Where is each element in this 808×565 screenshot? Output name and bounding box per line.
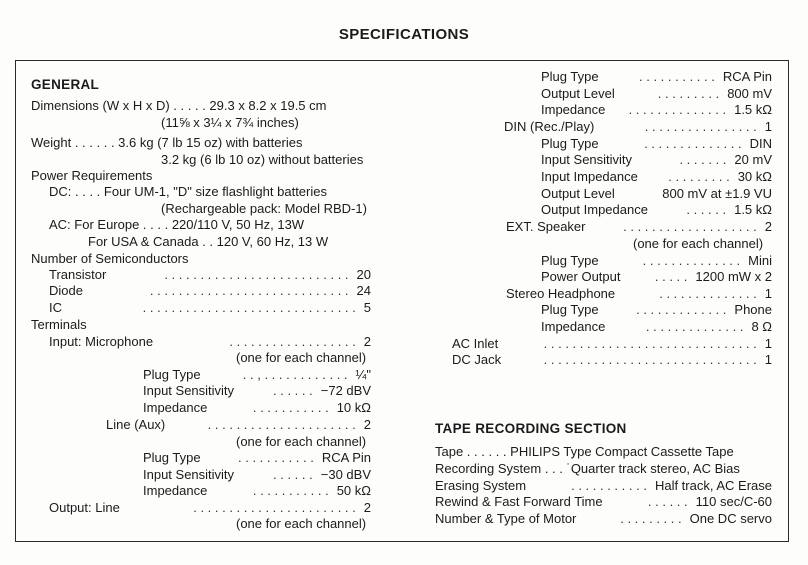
general-label: Transistor	[49, 267, 107, 282]
tape-line	[435, 444, 734, 460]
general-line	[31, 317, 87, 333]
general-label: Input Sensitivity	[143, 383, 235, 398]
spec-label: Output Level	[541, 186, 615, 201]
general-line	[88, 234, 328, 250]
spec-label: Impedance	[541, 102, 606, 117]
tape-line	[435, 461, 740, 477]
spec-leader-dots: . . . . . . . . . . . . . . . . . . . . . . . . . . . . . .	[543, 352, 757, 367]
general-heading: GENERAL	[31, 77, 100, 92]
general-line	[31, 135, 302, 151]
general-line	[161, 115, 299, 131]
tape-value: Half track, AC Erase	[654, 478, 772, 493]
general-line	[236, 350, 366, 366]
tape-leader-dots: . . . . . . . . .	[620, 511, 682, 526]
tape-heading: TAPE RECORDING SECTION	[435, 421, 627, 436]
general-label: Terminals	[31, 317, 87, 332]
spec-value: 20 mV	[734, 152, 772, 167]
general-value: 2	[363, 500, 371, 515]
general-label: Line (Aux)	[106, 417, 166, 432]
tape-label: Rewind & Fast Forward Time	[435, 494, 603, 509]
general-label: DC: . . . . Four UM-1, "D" size flashlight batteries	[49, 184, 327, 199]
spec-value: 1200 mW x 2	[695, 269, 772, 284]
spec-label: AC Inlet	[452, 336, 499, 351]
tape-label: Tape . . . . . . PHILIPS Type Compact Cassette Tape	[435, 444, 734, 459]
general-label: 3.2 kg (6 lb 10 oz) without batteries	[161, 152, 364, 167]
spec-label: Input Impedance	[541, 169, 638, 184]
tape-value: 110 sec/C-60	[695, 494, 772, 509]
spec-value: 1	[764, 336, 772, 351]
spec-line	[541, 152, 772, 168]
specifications-frame	[15, 60, 789, 542]
spec-value: RCA Pin	[722, 69, 772, 84]
spec-label: (one for each channel)	[633, 236, 764, 251]
tape-leader-dots: . . . . . .	[647, 494, 688, 509]
spec-label: Output Level	[541, 86, 615, 101]
spec-label: Stereo Headphone	[506, 286, 616, 301]
general-line	[31, 251, 189, 267]
tape-leader-dots: . . . . . . . . . . .	[571, 478, 647, 493]
spec-line	[506, 286, 772, 302]
general-line	[143, 383, 371, 399]
general-label: Impedance	[143, 400, 208, 415]
tape-line	[435, 511, 772, 527]
spec-line	[541, 102, 772, 118]
general-value: RCA Pin	[321, 450, 371, 465]
general-value: 24	[356, 283, 371, 298]
general-line	[161, 152, 363, 168]
tape-value: One DC servo	[689, 511, 772, 526]
spec-value: 1	[764, 286, 772, 301]
general-line	[31, 98, 326, 114]
spec-leader-dots: . . . . . . . . . . .	[639, 69, 715, 84]
spec-label: Input Sensitivity	[541, 152, 633, 167]
tape-line	[435, 494, 772, 510]
general-value: 5	[363, 300, 371, 315]
spec-label: DIN (Rec./Play)	[504, 119, 595, 134]
spec-line	[541, 202, 772, 218]
general-value: ¼"	[355, 367, 371, 382]
general-label: IC	[49, 300, 62, 315]
general-value: −72 dBV	[320, 383, 371, 398]
general-line	[143, 450, 371, 466]
general-label: (one for each channel)	[236, 516, 367, 531]
general-label: For USA & Canada . . 120 V, 60 Hz, 13 W	[88, 234, 329, 249]
spec-line	[541, 136, 772, 152]
general-line	[143, 400, 371, 416]
general-label: AC: For Europe . . . . 220/110 V, 50 Hz, 13W	[49, 217, 305, 232]
spec-line	[541, 86, 772, 102]
spec-line	[541, 302, 772, 318]
general-line	[49, 300, 371, 316]
general-line	[236, 434, 366, 450]
tape-label: Erasing System	[435, 478, 527, 493]
general-value: 50 kΩ	[336, 483, 371, 498]
spec-line	[541, 186, 772, 202]
general-line	[161, 201, 367, 217]
spec-leader-dots: . . . . . . . . . . . . . .	[644, 136, 742, 151]
spec-line	[541, 269, 772, 285]
general-leader-dots: . . . . . . . . . . .	[238, 450, 314, 465]
general-value: 20	[356, 267, 371, 282]
general-value: 2	[363, 334, 371, 349]
spec-line	[452, 336, 772, 352]
spec-label: Power Output	[541, 269, 621, 284]
general-label: Number of Semiconductors	[31, 251, 189, 266]
general-label: Input: Microphone	[49, 334, 154, 349]
spec-line	[541, 69, 772, 85]
spec-leader-dots: . . . . . .	[686, 202, 727, 217]
general-leader-dots: . . . . . . . . . . . . . . . . . . . . . . . . . . . .	[149, 283, 349, 298]
general-line	[236, 516, 366, 532]
general-line	[49, 267, 371, 283]
general-leader-dots: . . . . . . . . . . . . . . . . . . . . .	[207, 417, 356, 432]
general-label: Power Requirements	[31, 168, 153, 183]
general-line	[49, 500, 371, 516]
spec-leader-dots: . . . . . . .	[679, 152, 727, 167]
spec-value: DIN	[749, 136, 772, 151]
general-label: (one for each channel)	[236, 350, 367, 365]
page-title: SPECIFICATIONS	[338, 26, 470, 43]
spec-line	[633, 236, 763, 252]
general-leader-dots: . . . . . . . . . . . . . . . . . . . . . . . . . . . . . .	[142, 300, 356, 315]
spec-value: 1	[764, 352, 772, 367]
tape-line	[435, 478, 772, 494]
general-line	[143, 367, 371, 383]
spec-value: 1	[764, 119, 772, 134]
spec-label: Plug Type	[541, 302, 599, 317]
spec-leader-dots: . . . . . . . . . . . . . . . .	[644, 119, 757, 134]
spec-label: DC Jack	[452, 352, 502, 367]
spec-leader-dots: . . . . . . . . .	[657, 86, 720, 101]
tape-label: Recording System . . . ˙Quarter track stereo, AC Bias	[435, 461, 740, 476]
spec-value: 1.5 kΩ	[734, 202, 772, 217]
general-label: (Rechargeable pack: Model RBD-1)	[161, 201, 367, 216]
spec-line	[541, 169, 772, 185]
spec-label: EXT. Speaker	[506, 219, 586, 234]
general-label: (11⅝ x 3¼ x 7¾ inches)	[161, 115, 299, 130]
tape-label: Number & Type of Motor	[435, 511, 577, 526]
spec-line	[506, 219, 772, 235]
general-line	[49, 283, 371, 299]
general-leader-dots: . . . . . .	[273, 383, 313, 398]
general-label: Output: Line	[49, 500, 120, 515]
general-label: Impedance	[143, 483, 208, 498]
general-value: 10 kΩ	[336, 400, 371, 415]
general-label: Plug Type	[143, 367, 201, 382]
general-value: −30 dBV	[320, 467, 371, 482]
general-leader-dots: . . . . . . . . . . . . . . . . . . . . . . .	[193, 500, 356, 515]
spec-value: 8 Ω	[751, 319, 772, 334]
general-line	[143, 483, 371, 499]
general-leader-dots: . . . . . . . . . . . . . . . . . . . . . . . . . .	[164, 267, 349, 282]
spec-line	[541, 253, 772, 269]
spec-leader-dots: . . . . . . . . . . . . . .	[645, 319, 744, 334]
spec-label: Output Impedance	[541, 202, 648, 217]
general-line	[49, 217, 304, 233]
general-value: 2	[363, 417, 371, 432]
spec-leader-dots: . . . . . . . . .	[668, 169, 730, 184]
spec-value: Mini	[748, 253, 772, 268]
general-leader-dots: . . . . . . . . . . . . . . . . . .	[229, 334, 356, 349]
general-label: Diode	[49, 283, 83, 298]
spec-leader-dots: . . . . . . . . . . . . .	[636, 302, 727, 317]
spec-label: Plug Type	[541, 69, 599, 84]
spec-label: Impedance	[541, 319, 606, 334]
general-leader-dots: . . , . . . . . . . . . . . .	[242, 367, 348, 382]
spec-value: 2	[764, 219, 772, 234]
spec-line	[541, 319, 772, 335]
spec-value: 30 kΩ	[737, 169, 772, 184]
spec-value: 800 mV at ±1.9 VU	[662, 186, 772, 201]
general-leader-dots: . . . . . .	[273, 467, 313, 482]
spec-leader-dots: . . . . . . . . . . . . . . . . . . . . . . . . . . . . . .	[543, 336, 757, 351]
general-line	[31, 168, 152, 184]
spec-value: 1.5 kΩ	[734, 102, 772, 117]
general-label: Input Sensitivity	[143, 467, 235, 482]
spec-value: 800 mV	[727, 86, 772, 101]
general-label: Dimensions (W x H x D) . . . . . 29.3 x 8.2 x 19.5 cm	[31, 98, 327, 113]
spec-value: Phone	[734, 302, 772, 317]
spec-line	[504, 119, 772, 135]
general-line	[106, 417, 371, 433]
spec-leader-dots: . . . . . . . . . . . . . .	[642, 253, 741, 268]
general-leader-dots: . . . . . . . . . . .	[252, 400, 329, 415]
spec-label: Plug Type	[541, 253, 599, 268]
spec-leader-dots: . . . . . . . . . . . . . .	[659, 286, 757, 301]
general-line	[143, 467, 371, 483]
spec-leader-dots: . . . . . . . . . . . . . . . . . . .	[623, 219, 757, 234]
spec-leader-dots: . . . . . . . . . . . . . .	[628, 102, 727, 117]
general-label: (one for each channel)	[236, 434, 367, 449]
general-leader-dots: . . . . . . . . . . .	[252, 483, 329, 498]
general-label: Weight . . . . . . 3.6 kg (7 lb 15 oz) with batteries	[31, 135, 303, 150]
general-label: Plug Type	[143, 450, 201, 465]
spec-leader-dots: . . . . .	[654, 269, 688, 284]
spec-label: Plug Type	[541, 136, 599, 151]
general-line	[49, 184, 327, 200]
spec-line	[452, 352, 772, 368]
general-line	[49, 334, 371, 350]
